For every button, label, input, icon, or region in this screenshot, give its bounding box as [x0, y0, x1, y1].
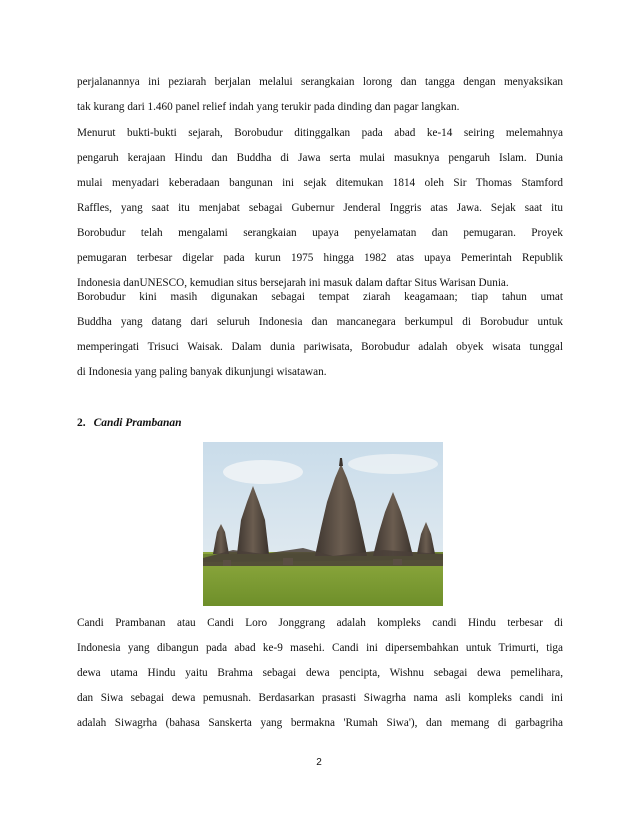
text-line: Borobudur telah mengalami serangkaian upaya penyelamatan dan pemugaran. Proyek — [77, 227, 563, 239]
text-line: Candi Prambanan atau Candi Loro Jonggrang adalah kompleks candi Hindu terbesar di — [77, 617, 563, 629]
text-line: Indonesia danUNESCO, kemudian situs bersejarah ini masuk dalam daftar Situs Warisan Dunia. — [77, 277, 509, 289]
text-line: Raffles, yang saat itu menjabat sebagai Gubernur Jenderal Inggris atas Jawa. Sejak saat itu — [77, 202, 563, 214]
prambanan-photo — [203, 442, 443, 606]
text-line: perjalanannya ini peziarah berjalan melalui serangkaian lorong dan tangga dengan menyaksikan — [77, 76, 563, 88]
text-line: dewa utama Hindu yaitu Brahma sebagai dewa pencipta, Wishnu sebagai dewa pemelihara, — [77, 667, 563, 679]
paragraph-borobudur-pilgrimage — [77, 285, 563, 385]
text-line: di Indonesia yang paling banyak dikunjungi wisatawan. — [77, 366, 327, 378]
text-line: dan Siwa sebagai dewa pemusnah. Berdasarkan prasasti Siwagrha nama asli kompleks candi ini — [77, 692, 563, 704]
text-line: tak kurang dari 1.460 panel relief indah yang terukir pada dinding dan pagar langkan. — [77, 101, 460, 113]
text-line: pengaruh kerajaan Hindu dan Buddha di Jawa serta mulai masuknya pengaruh Islam. Dunia — [77, 152, 563, 164]
paragraph-borobudur-relief — [77, 70, 563, 120]
text-line: Borobudur kini masih digunakan sebagai tempat ziarah keagamaan; tiap tahun umat — [77, 291, 563, 303]
text-line: Indonesia yang dibangun pada abad ke-9 masehi. Candi ini dipersembahkan untuk Trimurti, tiga — [77, 642, 563, 654]
section-number: 2. — [77, 417, 86, 429]
paragraph-borobudur-history — [77, 121, 563, 296]
section-title: Candi Prambanan — [93, 417, 182, 429]
section-heading — [77, 417, 182, 429]
page-number: 2 — [316, 757, 322, 768]
text-line: Menurut bukti-bukti sejarah, Borobudur ditinggalkan pada abad ke-14 seiring melemahnya — [77, 127, 563, 139]
text-line: Buddha yang datang dari seluruh Indonesia dan mancanegara berkumpul di Borobudur untuk — [77, 316, 563, 328]
text-line: memperingati Trisuci Waisak. Dalam dunia pariwisata, Borobudur adalah obyek wisata tunggal — [77, 341, 563, 353]
text-line: adalah Siwagrha (bahasa Sanskerta yang bermakna 'Rumah Siwa'), dan memang di garbagriha — [77, 717, 563, 729]
text-line: mulai menyadari keberadaan bangunan ini sejak ditemukan 1814 oleh Sir Thomas Stamford — [77, 177, 563, 189]
text-line: pemugaran terbesar digelar pada kurun 1975 hingga 1982 atas upaya Pemerintah Republik — [77, 252, 563, 264]
paragraph-prambanan-intro — [77, 611, 563, 736]
